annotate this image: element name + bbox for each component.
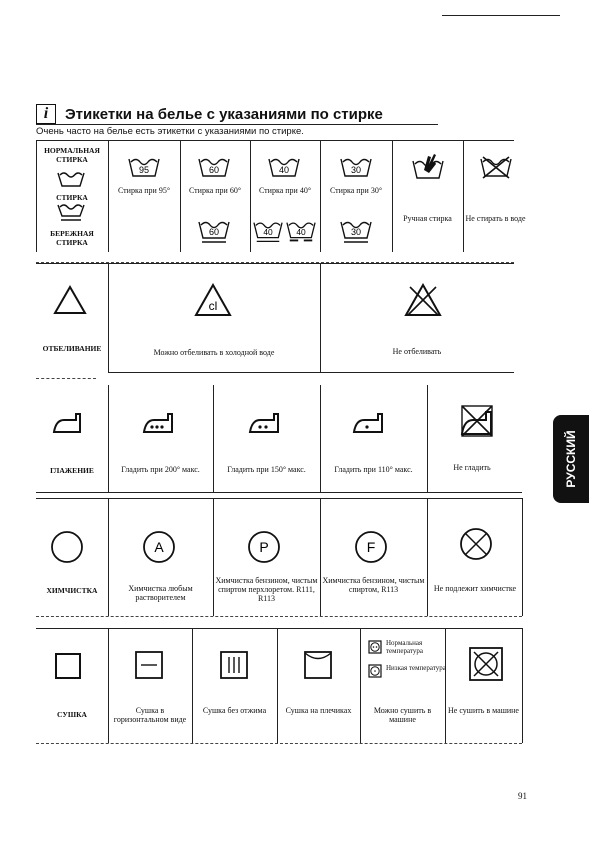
do-not-dry-clean-caption: Не подлежит химчистке	[433, 584, 517, 593]
do-not-iron-icon	[458, 404, 496, 438]
washtub-95-icon	[128, 156, 160, 178]
svg-text:40: 40	[263, 226, 273, 237]
wash-label: СТИРКА	[56, 193, 88, 202]
bleach-cl-icon	[194, 283, 232, 317]
gentle-washtub-60-icon	[198, 220, 230, 244]
hand-wash-caption: Ручная стирка	[403, 214, 452, 223]
svg-text:40: 40	[296, 226, 306, 237]
do-not-iron-caption: Не гладить	[453, 463, 491, 472]
bleach-triangle-icon	[53, 285, 87, 315]
bleach-label: ОТБЕЛИВАНИЕ	[42, 344, 102, 353]
wash-60-caption: Стирка при 60°	[188, 186, 242, 195]
top-rule	[442, 15, 560, 16]
svg-text:P: P	[259, 539, 269, 555]
page-subtitle: Очень часто на белье есть этикетки с указаниями по стирке.	[36, 126, 304, 137]
dry-clean-f-icon	[354, 530, 388, 564]
section-heading	[36, 103, 383, 125]
svg-text:30: 30	[350, 227, 362, 237]
temp-95-text: 95	[138, 165, 150, 175]
svg-text:60: 60	[208, 227, 220, 237]
wash-40-caption: Стирка при 40°	[258, 186, 312, 195]
dry-clean-label: ХИМЧИСТКА	[46, 586, 98, 595]
iron-200-caption: Гладить при 200° макс.	[121, 465, 200, 474]
dry-clean-p-caption: Химчистка бензином, чистым спиртом перхлоретом. R111, R113	[215, 576, 318, 603]
normal-temp-caption: Нормальная температура	[386, 639, 423, 655]
dry-flat-icon	[134, 650, 164, 680]
washtub-40-icon	[268, 156, 300, 178]
drying-label: СУШКА	[57, 710, 87, 719]
info-icon: i	[36, 104, 56, 124]
iron-icon	[52, 412, 82, 434]
washtub-60-icon	[198, 156, 230, 178]
normal-wash-label: НОРМАЛЬНАЯ СТИРКА	[44, 146, 100, 164]
language-tab	[553, 415, 589, 503]
drying-square-icon	[54, 652, 82, 680]
wash-30-caption: Стирка при 30°	[329, 186, 383, 195]
dry-flat-caption: Сушка в горизонтальном виде	[113, 706, 187, 724]
dry-clean-circle-icon	[50, 530, 84, 564]
iron-one-dot-icon	[352, 412, 384, 434]
line-dry-caption: Сушка на плечиках	[285, 706, 352, 715]
washtub-30-icon	[340, 156, 372, 178]
iron-label: ГЛАЖЕНИЕ	[50, 466, 94, 475]
do-not-dry-clean-icon	[458, 526, 494, 562]
drip-dry-caption: Сушка без отжима	[202, 706, 267, 715]
do-not-bleach-caption: Не отбеливать	[392, 347, 442, 356]
language-tab-label: РУССКИЙ	[564, 430, 578, 488]
dry-clean-p-icon	[247, 530, 281, 564]
do-not-bleach-icon	[404, 283, 442, 317]
svg-text:cl: cl	[208, 299, 218, 313]
svg-text:30: 30	[350, 165, 362, 175]
tumble-dry-caption: Можно сушить в машине	[373, 706, 432, 724]
tumble-dry-low-icon	[368, 664, 382, 678]
do-not-tumble-dry-caption: Не сушить в машине	[448, 706, 519, 715]
svg-text:F: F	[366, 539, 376, 555]
iron-two-dots-icon	[248, 412, 280, 434]
low-temp-caption: Низкая температура	[386, 664, 446, 672]
very-gentle-washtub-40-icon	[286, 220, 316, 244]
iron-110-caption: Гладить при 110° макс.	[334, 465, 413, 474]
do-not-wash-caption: Не стирать в воде	[465, 214, 526, 223]
gentle-wash-label: БЕРЕЖНАЯ СТИРКА	[50, 229, 94, 247]
gentle-washtub-30-icon	[340, 220, 372, 244]
svg-text:A: A	[154, 539, 164, 555]
gentle-washtub-40-icon	[253, 220, 283, 244]
iron-150-caption: Гладить при 150° макс.	[227, 465, 306, 474]
washtub-icon	[57, 170, 85, 188]
do-not-tumble-dry-icon	[468, 646, 504, 682]
gentle-washtub-icon	[57, 203, 85, 223]
wash-95-caption: Стирка при 95°	[117, 186, 171, 195]
bleach-cold-caption: Можно отбеливать в холодной воде	[153, 348, 275, 357]
drip-dry-icon	[219, 650, 249, 680]
dry-clean-a-icon	[142, 530, 176, 564]
do-not-wash-icon	[480, 156, 512, 180]
dry-clean-f-caption: Химчистка бензином, чистым спиртом, R113	[322, 576, 425, 594]
dry-clean-a-caption: Химчистка любым растворителем	[128, 584, 193, 602]
tumble-dry-normal-icon	[368, 640, 382, 654]
page-number: 91	[518, 791, 527, 801]
svg-text:40: 40	[278, 165, 290, 175]
iron-three-dots-icon	[142, 412, 174, 434]
svg-text:60: 60	[208, 165, 220, 175]
page-title: Этикетки на белье с указаниями по стирке	[65, 105, 383, 123]
title-underline	[36, 124, 438, 125]
hand-wash-icon	[412, 150, 444, 180]
line-dry-icon	[303, 650, 333, 680]
